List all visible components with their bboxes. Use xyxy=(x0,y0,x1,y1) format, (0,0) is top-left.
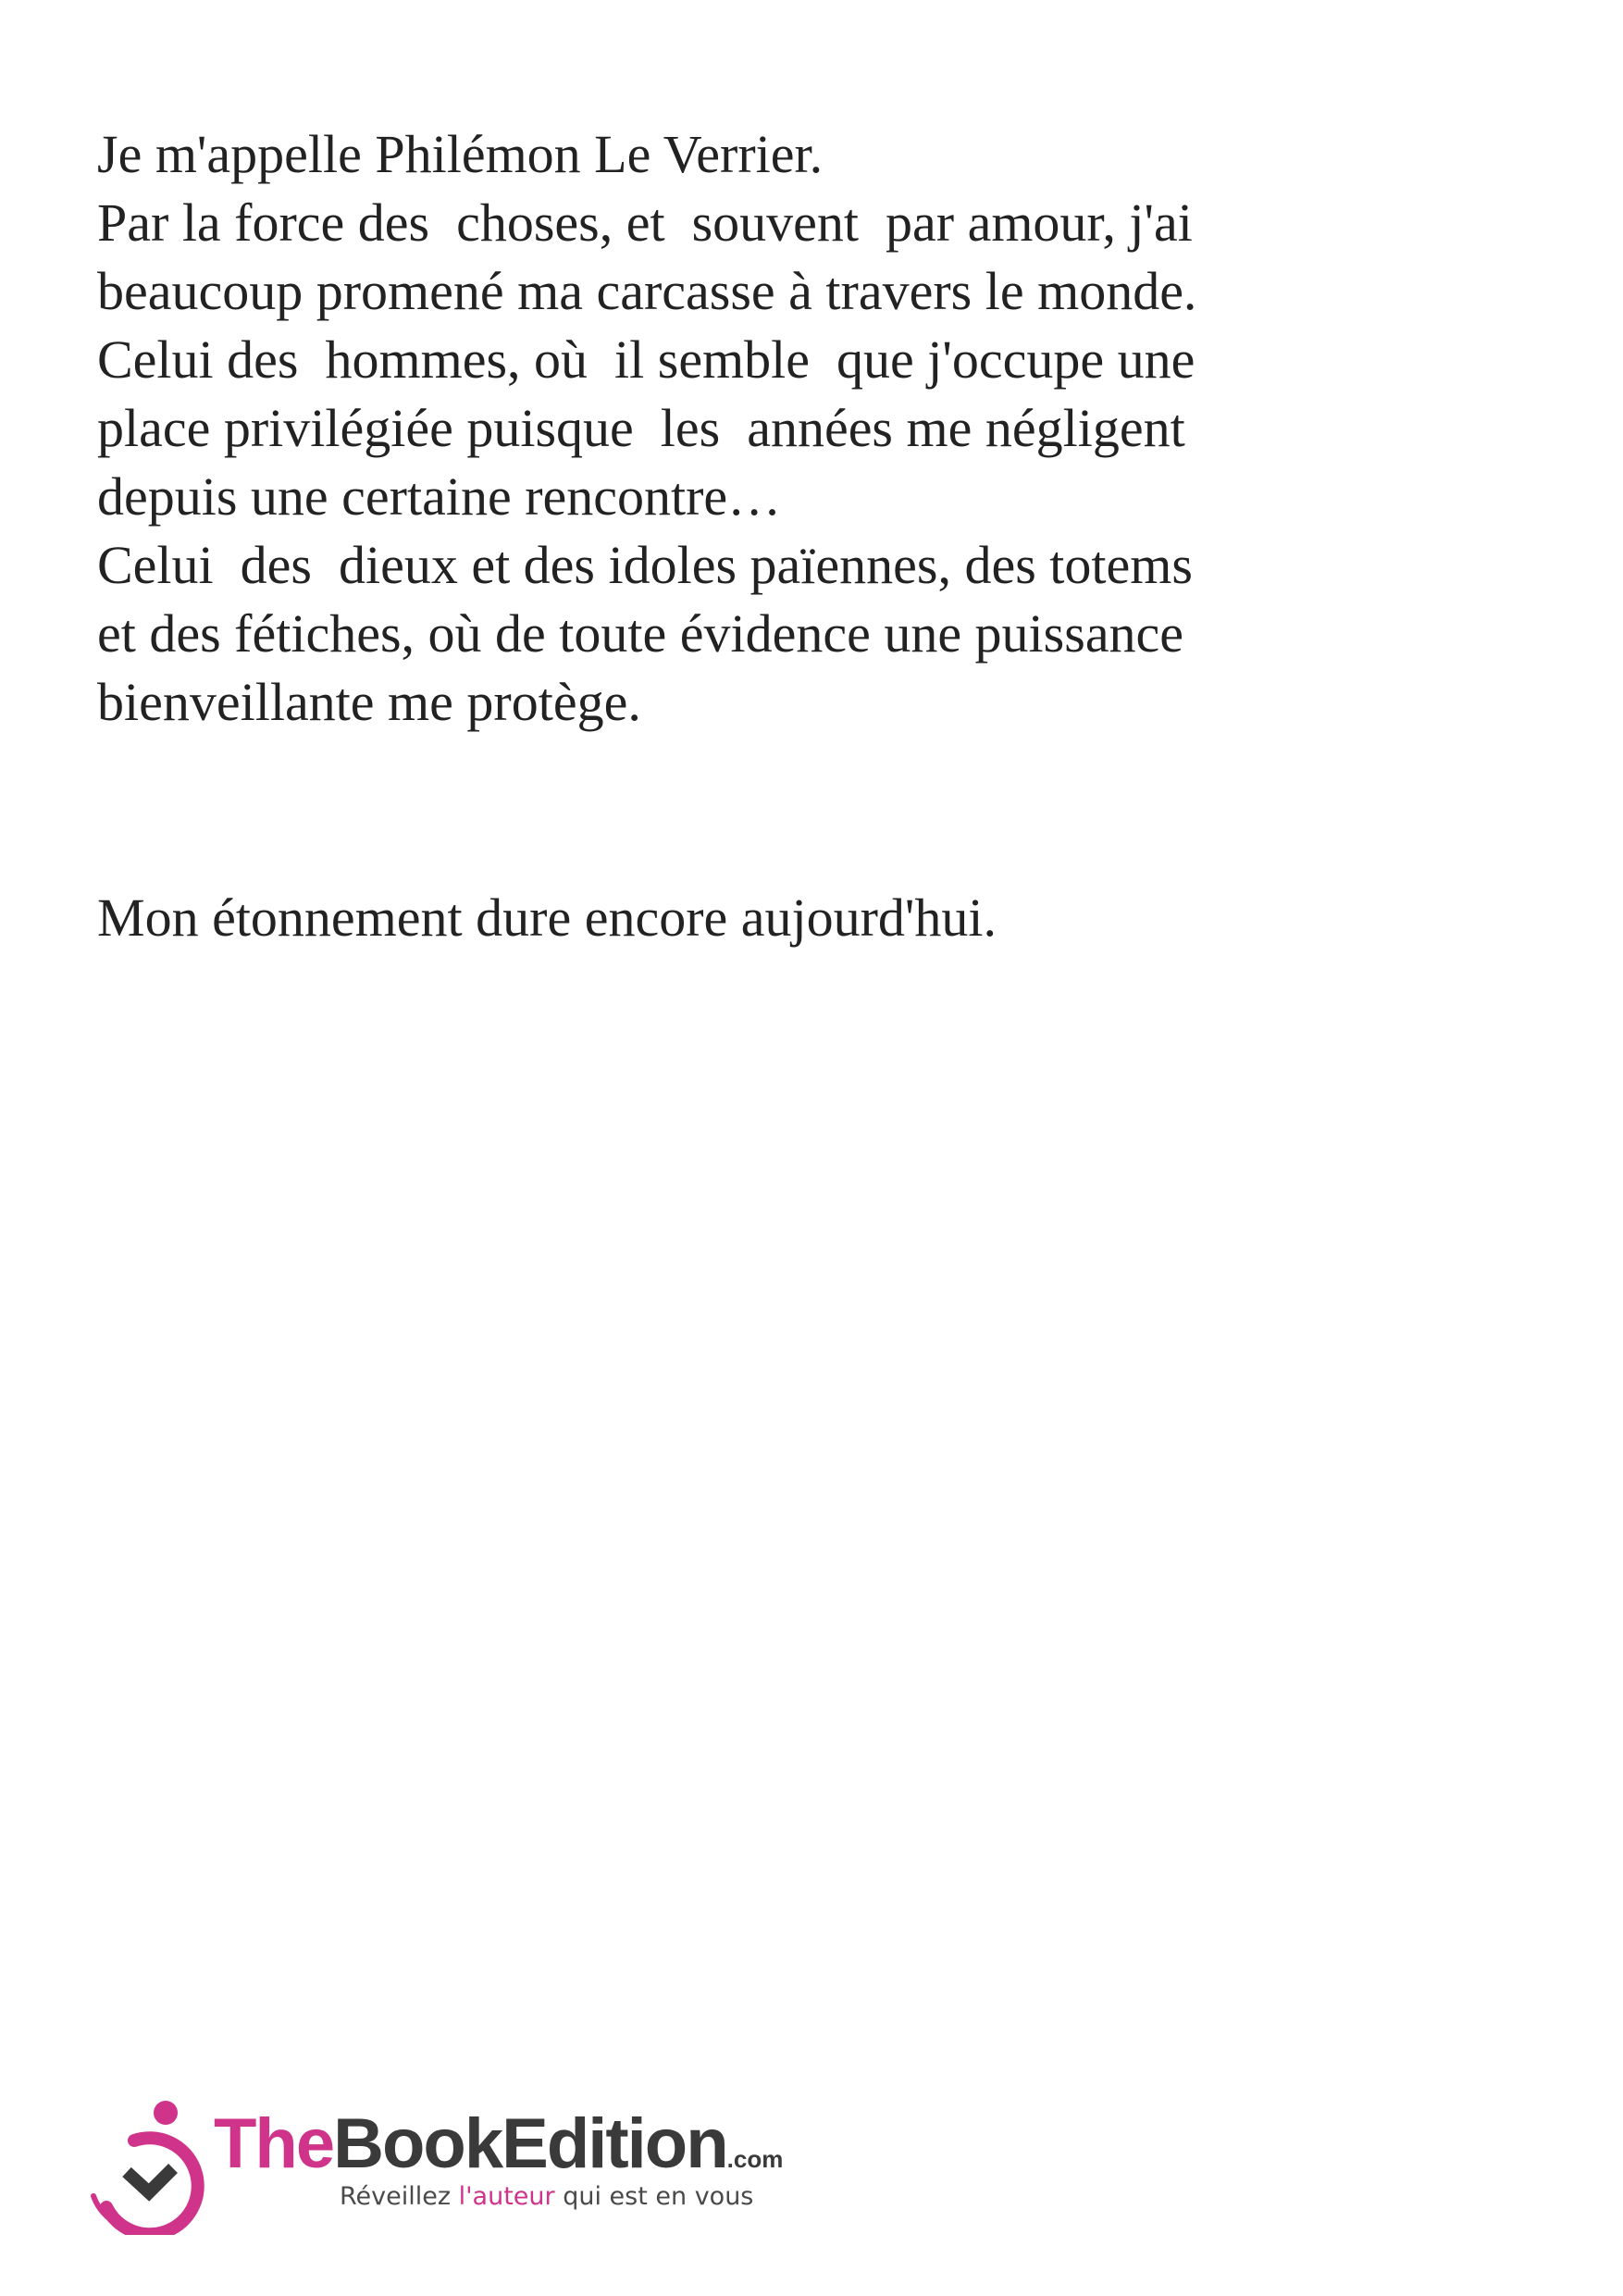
text-line: Celui des hommes, où il semble que j'occupe une xyxy=(97,329,1196,390)
text-line: bienveillante me protège. xyxy=(97,672,641,732)
person-circle-logo-icon xyxy=(88,2087,208,2235)
publisher-logo xyxy=(88,2087,847,2235)
text-line: et des fétiches, où de toute évidence une puissance xyxy=(97,603,1184,664)
logo-tagline xyxy=(340,2182,753,2212)
text-line: Par la force des choses, et souvent par amour, j'ai xyxy=(97,192,1193,253)
text-line: beaucoup promené ma carcasse à travers le monde. xyxy=(97,261,1197,321)
body-text xyxy=(97,120,1411,737)
logo-edition-text: Edition xyxy=(502,2104,727,2183)
logo-book-text: Book xyxy=(333,2104,502,2183)
logo-the-text: The xyxy=(214,2104,334,2183)
tagline-before: Réveillez xyxy=(340,2182,459,2211)
logo-com-text: .com xyxy=(726,2145,784,2173)
text-line: depuis une certaine rencontre… xyxy=(97,466,782,527)
text-line: Celui des dieux et des idoles païennes, des totems xyxy=(97,535,1193,595)
text-line: Je m'appelle Philémon Le Verrier. xyxy=(97,124,824,184)
tagline-after: qui est en vous xyxy=(554,2182,754,2211)
text-line: place privilégiée puisque les années me négligent xyxy=(97,398,1185,458)
tagline-accent: l'auteur xyxy=(458,2182,555,2211)
closing-sentence: Mon étonnement dure encore aujourd'hui. xyxy=(97,887,997,948)
